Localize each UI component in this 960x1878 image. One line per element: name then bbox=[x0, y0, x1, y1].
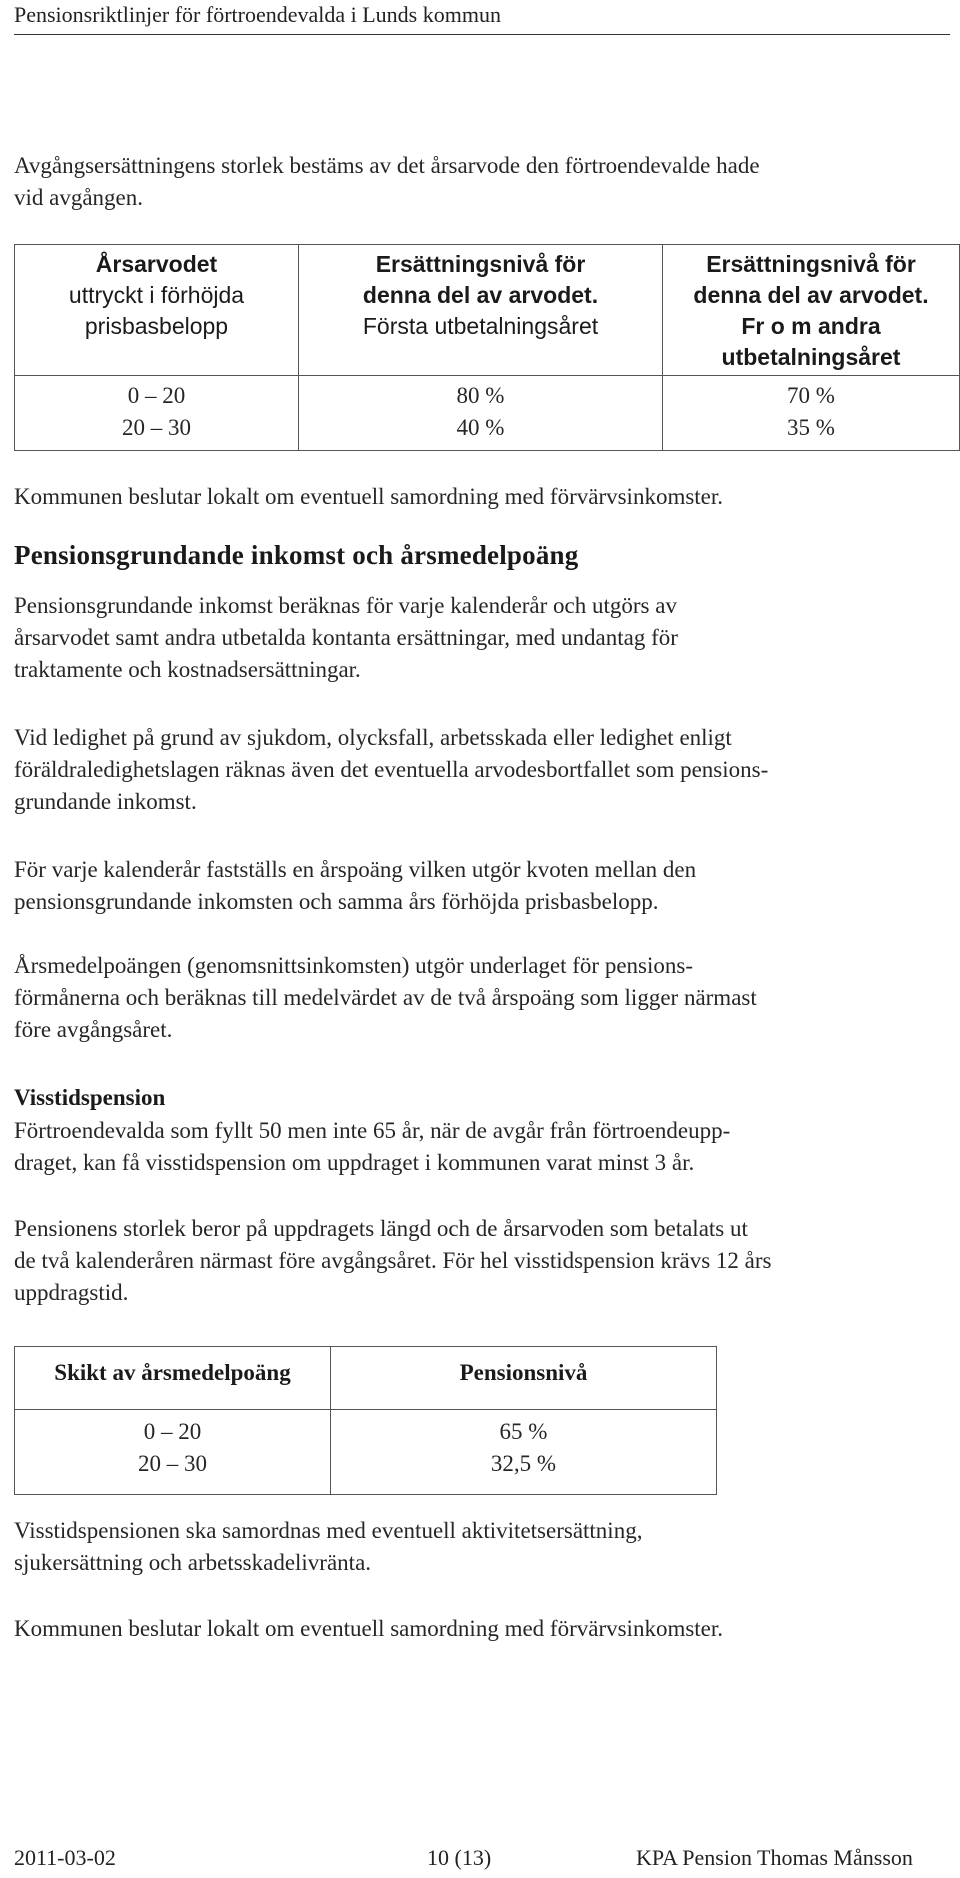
header-cell-skikt: Skikt av årsmedelpoäng bbox=[15, 1347, 331, 1410]
visstid-paragraph-2: Pensionens storlek beror på uppdragets längd och de årsarvoden som betalats ut de två kalenderåren närmast före avgångsåret. För hel visstidspension krävs 12 års uppdragstid. bbox=[14, 1216, 772, 1305]
table-cell: 65 % 32,5 % bbox=[331, 1410, 717, 1495]
compensation-table bbox=[14, 244, 960, 451]
pgi-paragraph-1: Pensionsgrundande inkomst beräknas för varje kalenderår och utgörs av årsarvodet samt andra utbetalda kontanta ersättningar, med undantag för traktamente och kostnadsersättningar. bbox=[14, 593, 678, 682]
visstid-table bbox=[14, 1346, 717, 1495]
table-row bbox=[15, 1410, 717, 1495]
samordning-paragraph-2: Kommunen beslutar lokalt om eventuell samordning med förvärvsinkomster. bbox=[14, 1616, 724, 1641]
header-cell-forsta-ar: Ersättningsnivå för denna del av arvodet. Första utbetalningsåret bbox=[299, 245, 663, 376]
page-header: Pensionsriktlinjer för förtroendevalda i Lunds kommun bbox=[14, 2, 501, 27]
pgi-paragraph-2: Vid ledighet på grund av sjukdom, olycksfall, arbetsskada eller ledighet enligt föräldraledighetslagen räknas även det eventuella arvodesbortfallet som pensions- grundande inkomst. bbox=[14, 725, 769, 814]
table-cell: 0 – 20 20 – 30 bbox=[15, 1410, 331, 1495]
intro-paragraph: Avgångsersättningens storlek bestäms av det årsarvode den förtroendevalde hade vid avgången. bbox=[14, 153, 760, 210]
table-cell: 80 % 40 % bbox=[299, 376, 663, 451]
section-heading-visstid: Visstidspension bbox=[14, 1085, 166, 1110]
table-cell: 0 – 20 20 – 30 bbox=[15, 376, 299, 451]
table-cell: 70 % 35 % bbox=[663, 376, 960, 451]
header-cell-andra-ar: Ersättningsnivå för denna del av arvodet. Fr o m andra utbetalningsåret bbox=[663, 245, 960, 376]
visstid-paragraph-1: Förtroendevalda som fyllt 50 men inte 65 år, när de avgår från förtroendeupp- draget, kan få visstidspension om uppdraget i kommunen varat minst 3 år. bbox=[14, 1118, 731, 1175]
samordning-paragraph: Kommunen beslutar lokalt om eventuell samordning med förvärvsinkomster. bbox=[14, 484, 724, 509]
pgi-paragraph-3: För varje kalenderår fastställs en årspoäng vilken utgör kvoten mellan den pensionsgrundande inkomsten och samma års förhöjda prisbasbelopp. bbox=[14, 857, 697, 914]
footer-author: KPA Pension Thomas Månsson bbox=[636, 1845, 913, 1870]
header-rule bbox=[14, 34, 950, 35]
header-cell-pensionsniva: Pensionsnivå bbox=[459, 1360, 588, 1385]
pgi-paragraph-4: Årsmedelpoängen (genomsnittsinkomsten) utgör underlaget för pensions- förmånerna och beräknas till medelvärdet av de två årspoäng som ligger närmast före avgångsåret. bbox=[14, 953, 757, 1042]
footer-date: 2011-03-02 bbox=[14, 1845, 116, 1870]
section-heading-pgi: Pensionsgrundande inkomst och årsmedelpoäng bbox=[14, 540, 579, 570]
header-cell-arsarvode: Årsarvodet uttryckt i förhöjda prisbasbelopp bbox=[15, 245, 299, 376]
table-row bbox=[15, 376, 960, 451]
table-header-row bbox=[15, 1347, 717, 1410]
samordna-paragraph: Visstidspensionen ska samordnas med eventuell aktivitetsersättning, sjukersättning och arbetsskadelivränta. bbox=[14, 1518, 643, 1575]
table-header-row bbox=[15, 245, 960, 376]
footer-page-number: 10 (13) bbox=[427, 1845, 492, 1870]
